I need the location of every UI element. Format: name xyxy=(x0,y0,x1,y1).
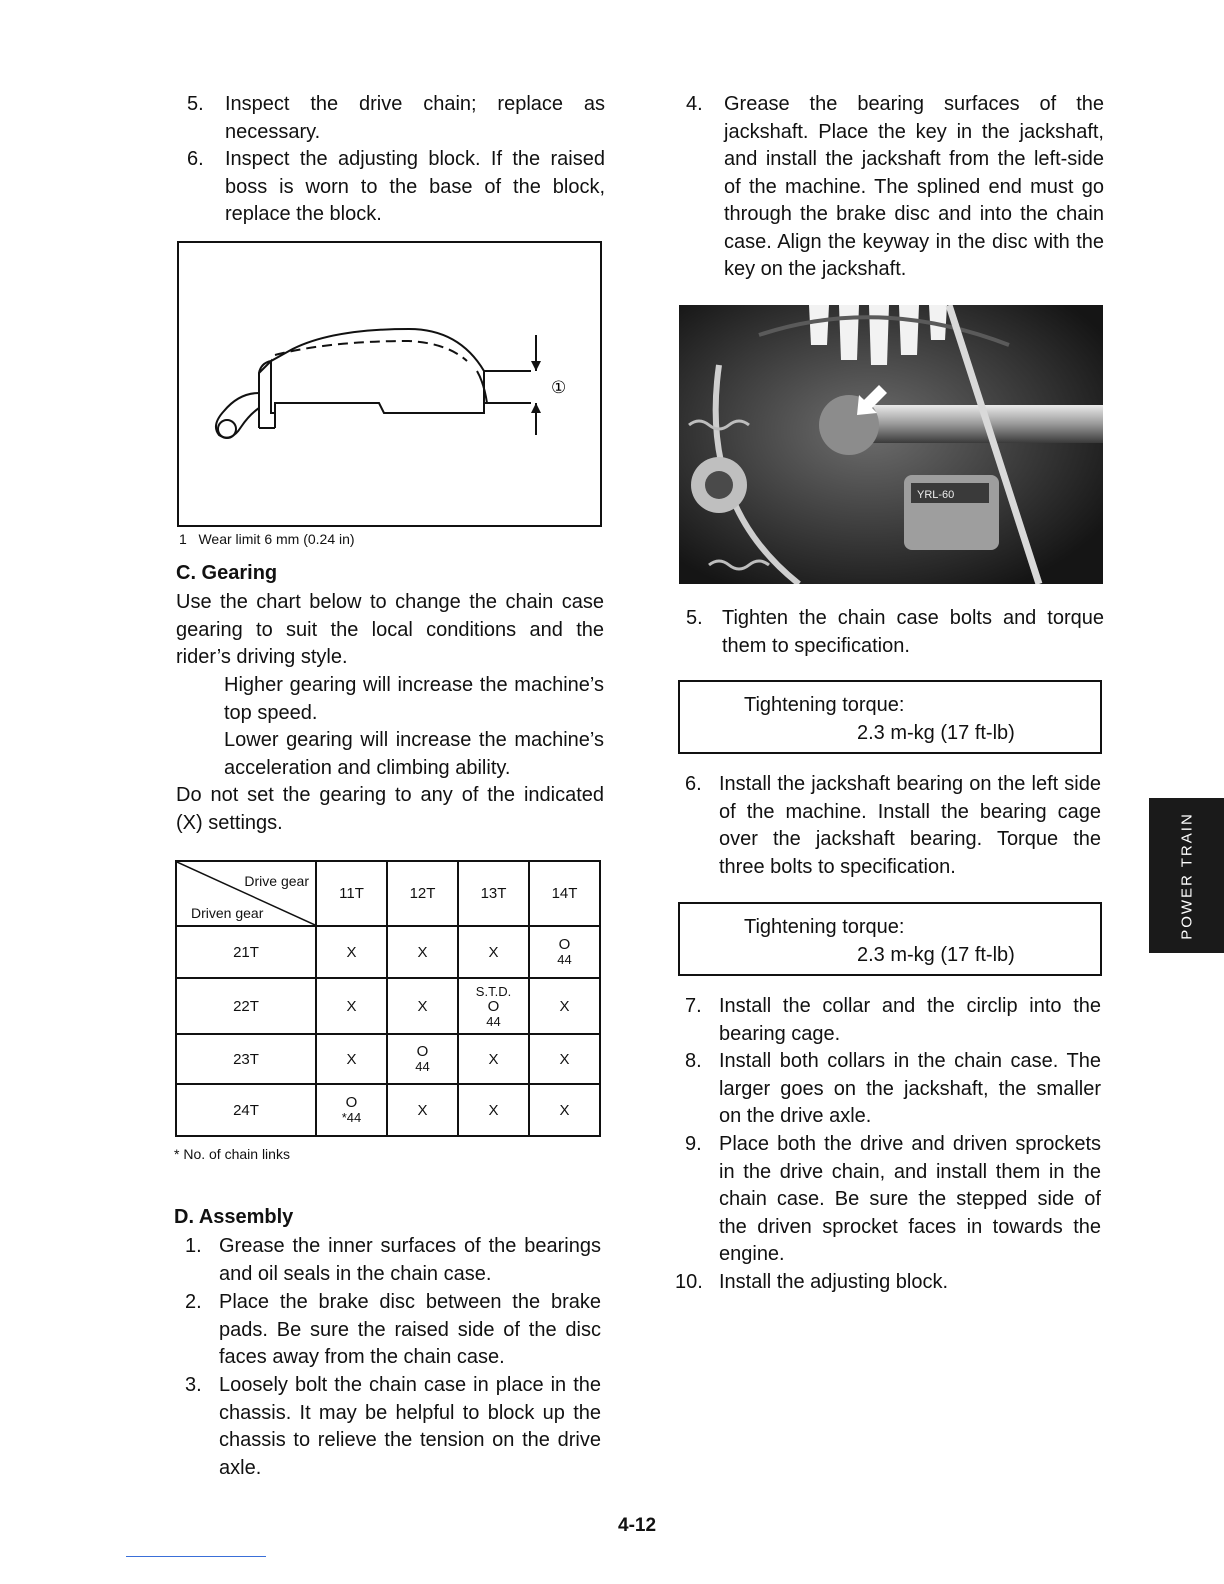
torque-value: 2.3 m-kg (17 ft-lb) xyxy=(857,722,1015,744)
cell-mark: X xyxy=(488,1101,499,1119)
step-text: Install the collar and the circlip into the bearing cage. xyxy=(719,995,1101,1045)
step-text: Grease the bearing surfaces of the jackshaft. Place the key in the jackshaft, and install the jackshaft from the left-side of the machine. The splined end must go through the brake disc and into the chain case. Align the keyway in the disc with the key on the jackshaft. xyxy=(724,93,1104,280)
table-row xyxy=(176,1034,600,1084)
row-label: 23T xyxy=(176,1034,316,1084)
torque-label: Tightening torque: xyxy=(744,916,905,938)
cell-mark: X xyxy=(417,1101,428,1119)
table-cell xyxy=(458,1034,529,1084)
step-number: 4. xyxy=(686,93,703,115)
cell-note: 44 xyxy=(557,952,572,967)
table-cell xyxy=(458,978,529,1034)
step-number: 9. xyxy=(685,1133,702,1155)
gearing-table xyxy=(175,860,601,1137)
section-side-tab xyxy=(1149,798,1224,953)
page-number: 4-12 xyxy=(618,1515,657,1536)
cell-mark: O xyxy=(345,1094,358,1111)
driven-gear-label: Driven gear xyxy=(191,905,264,921)
table-cell xyxy=(387,1084,458,1136)
step-number: 6. xyxy=(187,148,204,170)
table-row xyxy=(176,978,600,1034)
step-text: Place the brake disc between the brake pads. Be sure the raised side of the disc faces away from the chain case. xyxy=(219,1291,601,1368)
step-text: Inspect the adjusting block. If the raised boss is worn to the base of the block, replace the block. xyxy=(225,148,605,225)
adjusting-block-figure xyxy=(177,241,602,527)
column-header: 12T xyxy=(387,861,458,926)
step-number: 8. xyxy=(685,1050,702,1072)
cell-note: 44 xyxy=(486,1013,501,1029)
cell-mark: X xyxy=(417,943,428,961)
cell-mark: X xyxy=(488,943,499,961)
table-cell xyxy=(529,1034,600,1084)
torque-value: 2.3 m-kg (17 ft-lb) xyxy=(857,944,1015,966)
cell-mark: X xyxy=(559,997,570,1015)
row-label: 22T xyxy=(176,978,316,1034)
cell-note: *44 xyxy=(341,1110,362,1125)
column-header: 13T xyxy=(458,861,529,926)
adjusting-block-drawing xyxy=(179,243,600,525)
step-text: Install the adjusting block. xyxy=(719,1271,949,1293)
row-label: 21T xyxy=(176,926,316,978)
table-footnote: * No. of chain links xyxy=(174,1146,290,1162)
gearing-warning: Do not set the gearing to any of the indicated (X) settings. xyxy=(176,784,604,834)
column-header: 14T xyxy=(529,861,600,926)
photo-part-label: YRL-60 xyxy=(917,489,955,501)
torque-spec-box-1 xyxy=(678,680,1102,754)
jackshaft-photo xyxy=(679,305,1103,584)
cell-mark: X xyxy=(559,1101,570,1119)
footer-rule xyxy=(126,1556,266,1557)
cell-mark: O xyxy=(416,1043,429,1060)
step-text: Tighten the chain case bolts and torque them to specification. xyxy=(722,607,1104,657)
cell-mark: X xyxy=(488,1050,499,1068)
table-cell xyxy=(529,926,600,978)
table-corner-header xyxy=(176,861,316,926)
step-number: 3. xyxy=(185,1374,202,1396)
figure-caption: 1 Wear limit 6 mm (0.24 in) xyxy=(179,531,355,547)
callout-1: ① xyxy=(551,378,567,397)
table-cell xyxy=(387,1034,458,1084)
table-cell xyxy=(387,978,458,1034)
step-number: 10. xyxy=(675,1271,703,1293)
column-header: 11T xyxy=(316,861,387,926)
jackshaft-photo-illustration xyxy=(679,305,1103,584)
step-text: Grease the inner surfaces of the bearings and oil seals in the chain case. xyxy=(219,1235,601,1285)
cell-mark: X xyxy=(346,1050,357,1068)
cell-mark: X xyxy=(559,1050,570,1068)
cell-mark: X xyxy=(346,943,357,961)
cell-note: 44 xyxy=(415,1059,430,1074)
torque-label: Tightening torque: xyxy=(744,694,905,716)
cell-mark: X xyxy=(417,997,428,1015)
cell-mark: O xyxy=(487,997,500,1015)
std-label: S.T.D. xyxy=(475,983,512,999)
table-cell xyxy=(458,926,529,978)
step-text: Place both the drive and driven sprockets in the drive chain, and install them in the chain case. Be sure the stepped side of the driven sprocket faces in towards the engine. xyxy=(719,1133,1101,1265)
step-number: 1. xyxy=(185,1235,202,1257)
step-number: 7. xyxy=(685,995,702,1017)
row-label: 24T xyxy=(176,1084,316,1136)
table-cell xyxy=(529,978,600,1034)
step-number: 6. xyxy=(685,773,702,795)
table-cell xyxy=(316,926,387,978)
gearing-intro: Use the chart below to change the chain case gearing to suit the local conditions and the rider’s driving style. xyxy=(176,591,604,668)
drive-gear-label: Drive gear xyxy=(244,873,309,889)
table-cell xyxy=(316,978,387,1034)
assembly-heading: D. Assembly xyxy=(174,1206,294,1228)
table-cell xyxy=(316,1034,387,1084)
table-row xyxy=(176,1084,600,1136)
table-cell xyxy=(387,926,458,978)
step-number: 5. xyxy=(187,93,204,115)
step-number: 2. xyxy=(185,1291,202,1313)
higher-gearing-note: Higher gearing will increase the machine’s top speed. xyxy=(224,674,604,724)
table-cell xyxy=(529,1084,600,1136)
step-number: 5. xyxy=(686,607,703,629)
cell-mark: X xyxy=(346,997,357,1015)
step-text: Loosely bolt the chain case in place in the chassis. It may be helpful to block up the chassis to relieve the tension on the drive axle. xyxy=(219,1374,601,1479)
gearing-heading: C. Gearing xyxy=(176,562,278,584)
lower-gearing-note: Lower gearing will increase the machine’s acceleration and climbing ability. xyxy=(224,729,604,779)
step-text: Inspect the drive chain; replace as necessary. xyxy=(225,93,605,143)
section-tab-label: POWER TRAIN xyxy=(1178,811,1195,940)
table-cell xyxy=(316,1084,387,1136)
table-cell xyxy=(458,1084,529,1136)
step-text: Install both collars in the chain case. The larger goes on the jackshaft, the smaller on the drive axle. xyxy=(719,1050,1101,1127)
table-row xyxy=(176,926,600,978)
step-text: Install the jackshaft bearing on the left side of the machine. Install the bearing cage over the jackshaft bearing. Torque the three bolts to specification. xyxy=(719,773,1101,878)
torque-spec-box-2 xyxy=(678,902,1102,976)
cell-mark: O xyxy=(558,936,571,953)
